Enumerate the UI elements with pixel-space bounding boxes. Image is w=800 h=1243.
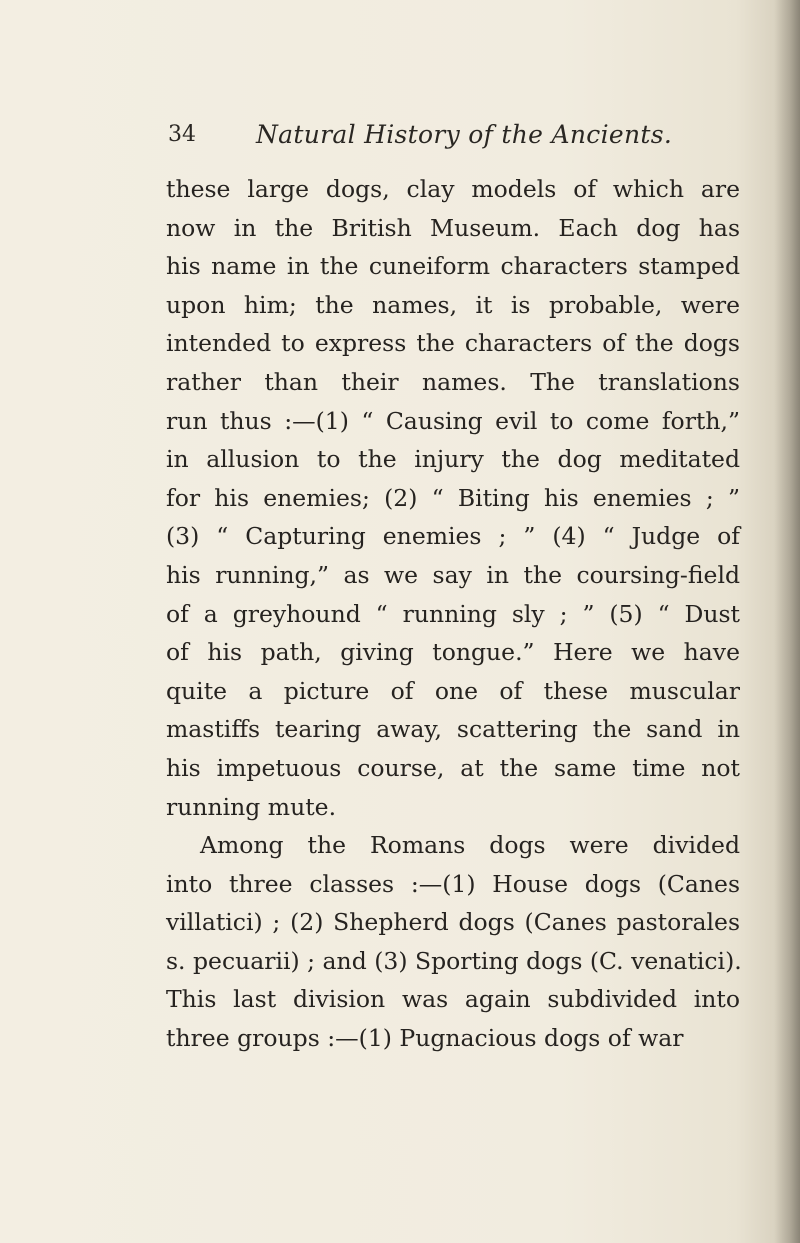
text-line: run thus :—(1) “ Causing evil to come forth,” xyxy=(166,406,740,435)
text-line: these large dogs, clay models of which are xyxy=(166,175,740,203)
text-line: mastiffs tearing away, scattering the sand in xyxy=(166,715,740,744)
text-line: This last division was again subdivided into xyxy=(166,985,740,1014)
text-line: of his path, giving tongue.” Here we have xyxy=(166,638,740,667)
text-line: into three classes :—(1) House dogs (Canes xyxy=(166,869,740,898)
text-line: villatici) ; (2) Shepherd dogs (Canes pastorales xyxy=(166,908,740,937)
text-line: upon him; the names, it is probable, were xyxy=(166,290,740,319)
text-line: quite a picture of one of these muscular xyxy=(166,676,740,705)
text-line: intended to express the characters of the dogs xyxy=(166,329,740,358)
text-line: his running,” as we say in the coursing-field xyxy=(166,560,740,589)
page-header xyxy=(168,122,728,158)
text-line: for his enemies; (2) “ Biting his enemies ; ” xyxy=(166,483,740,512)
running-title: Natural History of the Ancients. xyxy=(256,120,673,149)
page-number: 34 xyxy=(168,122,196,147)
text-line: now in the British Museum. Each dog has xyxy=(166,213,740,242)
text-line: Among the Romans dogs were divided xyxy=(200,831,740,860)
text-line: running mute. xyxy=(166,792,337,821)
text-line: in allusion to the injury the dog meditated xyxy=(166,445,740,474)
text-line: three groups :—(1) Pugnacious dogs of war xyxy=(166,1024,684,1053)
text-line: s. pecuarii) ; and (3) Sporting dogs (C. venatici). xyxy=(166,946,742,975)
page-edge-shadow xyxy=(774,0,800,1243)
text-line: rather than their names. The translations xyxy=(166,367,740,396)
text-line: his name in the cuneiform characters stamped xyxy=(166,252,740,281)
text-line: of a greyhound “ running sly ; ” (5) “ Dust xyxy=(166,599,740,628)
text-line: his impetuous course, at the same time not xyxy=(166,753,740,782)
text-line: (3) “ Capturing enemies ; ” (4) “ Judge of xyxy=(166,522,740,551)
body-text xyxy=(166,170,740,1058)
